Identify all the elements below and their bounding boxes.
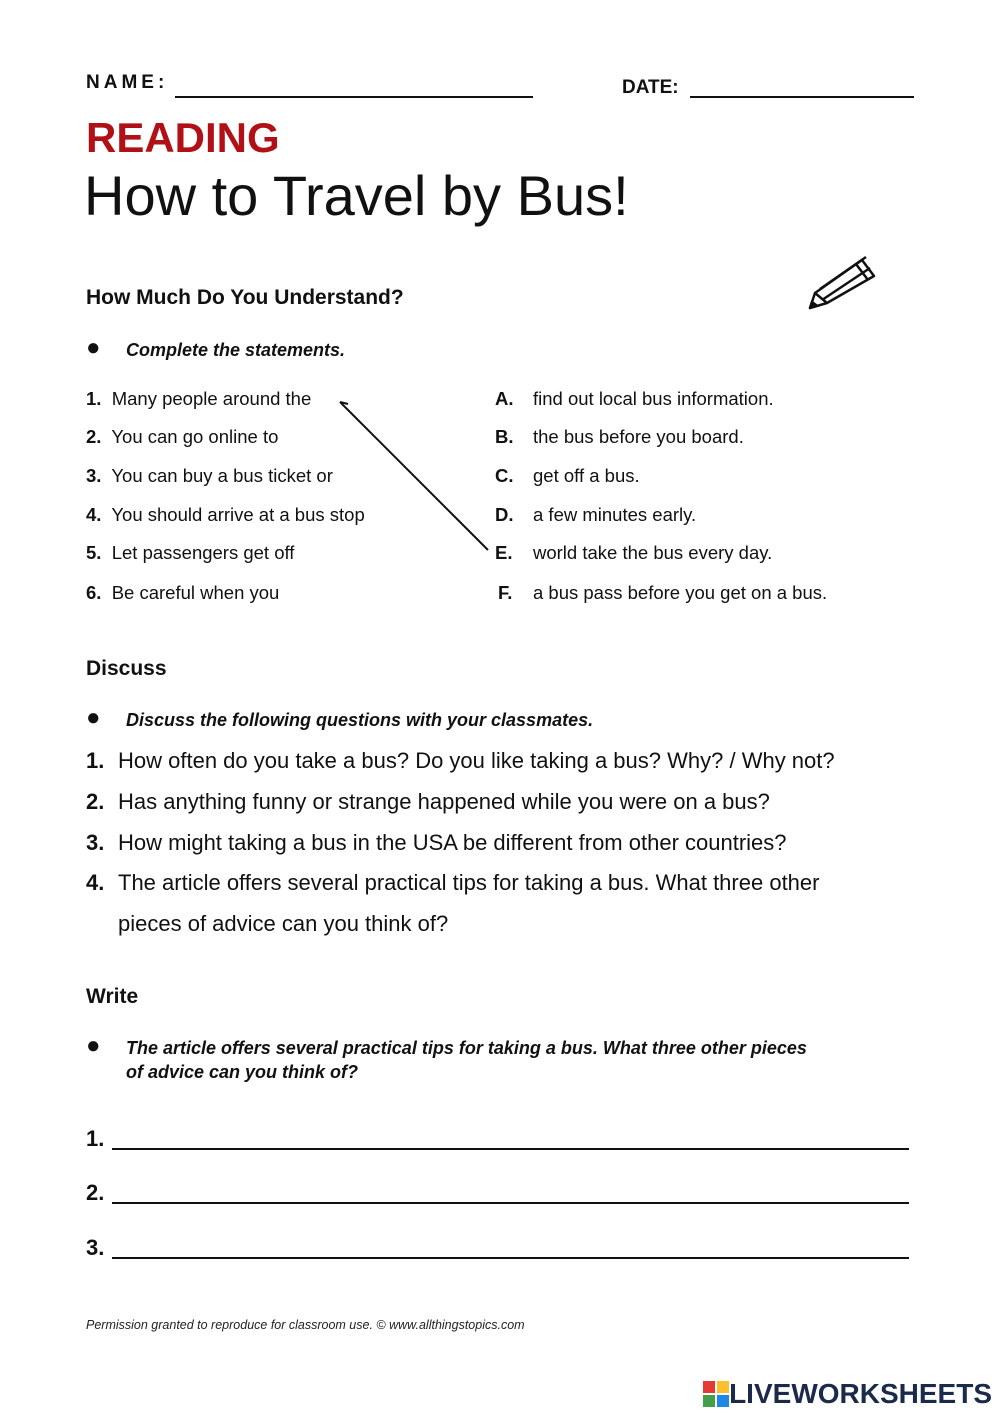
discuss-question-3: 3. How might taking a bus in the USA be different from other countries?: [86, 830, 787, 855]
option-d[interactable]: a few minutes early.: [533, 504, 697, 525]
understand-instruction: Complete the statements.: [126, 340, 346, 360]
date-label: DATE:: [622, 77, 679, 98]
pencil-icon: [804, 252, 884, 314]
option-e[interactable]: world take the bus every day.: [533, 542, 773, 563]
write-answer-1[interactable]: 1.: [86, 1126, 104, 1152]
liveworksheets-wordmark: LIVEWORKSHEETS: [729, 1378, 992, 1409]
page-title: How to Travel by Bus!: [84, 164, 629, 227]
bullet-icon: ●: [86, 1032, 101, 1059]
liveworksheets-logo-icon: [703, 1381, 729, 1407]
write-instruction-line-2: of advice can you think of?: [126, 1062, 359, 1082]
statement-5[interactable]: 5. Let passengers get off: [86, 542, 295, 563]
understand-heading: How Much Do You Understand?: [86, 286, 404, 309]
discuss-heading: Discuss: [86, 657, 167, 680]
discuss-question-1: 1. How often do you take a bus? Do you like taking a bus? Why? / Why not?: [86, 748, 835, 773]
reading-label: READING: [86, 114, 280, 161]
discuss-instruction: Discuss the following questions with your classmates.: [126, 710, 594, 730]
match-line-1-e: [330, 390, 500, 560]
option-b[interactable]: the bus before you board.: [533, 426, 744, 447]
statement-3[interactable]: 3. You can buy a bus ticket or: [86, 465, 333, 486]
discuss-question-2: 2. Has anything funny or strange happened while you were on a bus?: [86, 789, 770, 814]
option-letter-a: A.: [495, 388, 514, 409]
discuss-question-4-continued: pieces of advice can you think of?: [118, 911, 449, 936]
statement-6[interactable]: 6. Be careful when you: [86, 582, 280, 603]
bullet-icon: ●: [86, 704, 101, 731]
liveworksheets-logo[interactable]: [703, 1378, 992, 1410]
statement-2[interactable]: 2. You can go online to: [86, 426, 279, 447]
option-letter-f: F.: [498, 582, 513, 603]
write-instruction-line-1: The article offers several practical tips for taking a bus. What three other pieces: [126, 1038, 807, 1058]
option-a[interactable]: find out local bus information.: [533, 388, 774, 409]
option-letter-d: D.: [495, 504, 514, 525]
option-letter-c: C.: [495, 465, 514, 486]
option-f[interactable]: a bus pass before you get on a bus.: [533, 582, 828, 603]
option-c[interactable]: get off a bus.: [533, 465, 640, 486]
write-answer-3[interactable]: 3.: [86, 1235, 104, 1261]
statement-1[interactable]: 1. Many people around the: [86, 388, 312, 409]
date-field[interactable]: [690, 96, 914, 98]
write-answer-2[interactable]: 2.: [86, 1180, 104, 1206]
footer-permission: Permission granted to reproduce for classroom use. © www.allthingstopics.com: [86, 1318, 525, 1332]
statement-4[interactable]: 4. You should arrive at a bus stop: [86, 504, 365, 525]
discuss-question-4: 4. The article offers several practical tips for taking a bus. What three other: [86, 870, 820, 895]
bullet-icon: ●: [86, 334, 101, 361]
option-letter-e: E.: [495, 542, 513, 563]
option-letter-b: B.: [495, 426, 514, 447]
name-field[interactable]: [175, 96, 533, 98]
name-label: NAME:: [86, 72, 169, 93]
write-heading: Write: [86, 985, 139, 1008]
